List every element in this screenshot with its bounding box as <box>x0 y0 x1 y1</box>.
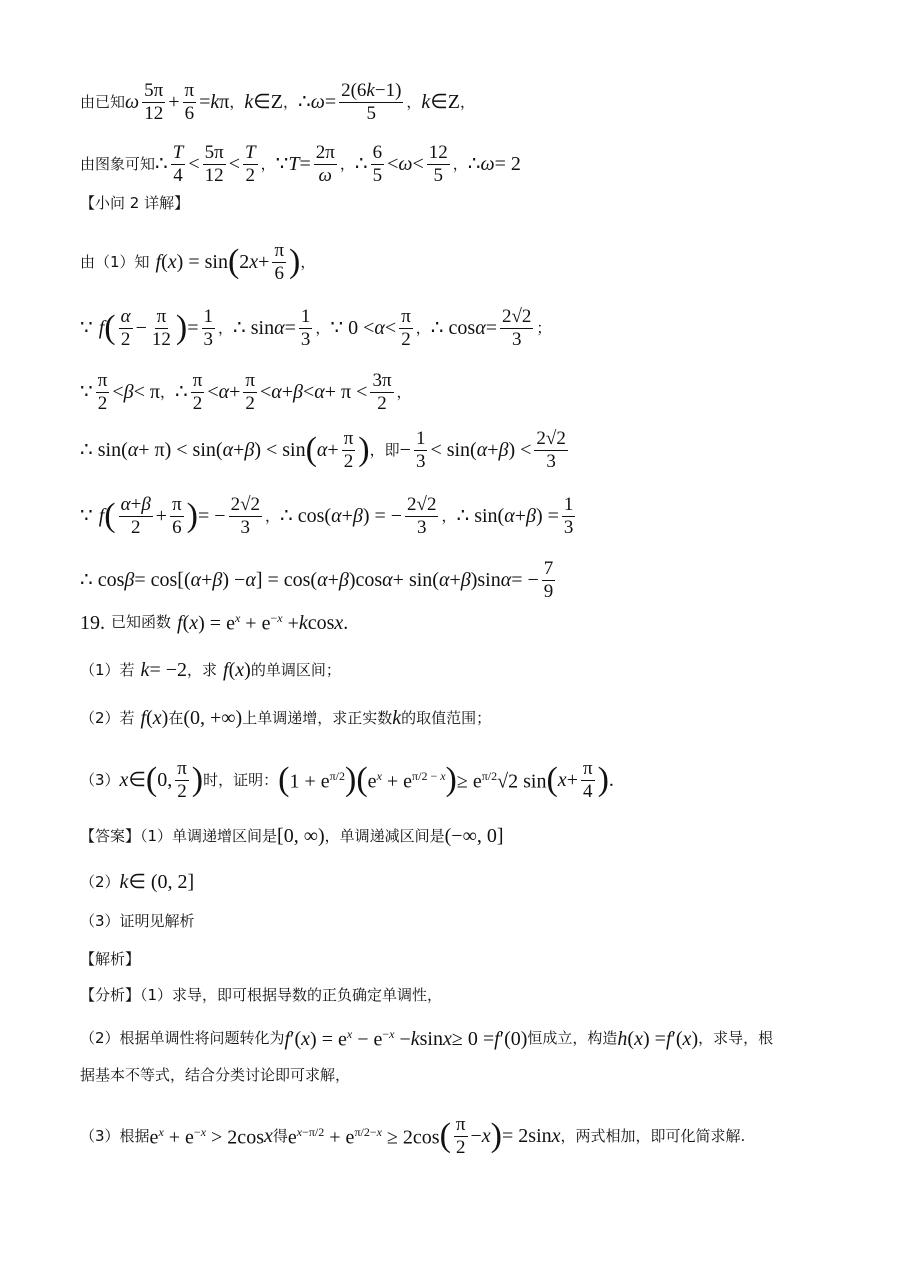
analysis-part-1 <box>80 988 442 1003</box>
answer-line: 【答案】（1）单调递增区间是 [0, ∞) ，单调递减区间是 (−∞, 0] <box>80 825 504 847</box>
answer-part-3-text: （3）证明见解析 <box>80 912 195 930</box>
question-19-part-3: （3） x ∈ ( 0, $\frac{\pi}{2}$ ) 时，证明： ( $1 + e^{\pi/2}$ )( $e^x + e^{\pi/2 - x}$ ) ≥ $e^{\pi/2}√2$ sin ( x + $\frac{\pi}{4}$ ) . <box>80 758 614 802</box>
line-7: ∴ sin( α + π) < sin( α + β ) < sin ( α + $\frac{\pi}{2}$ ) ， 即 − $\frac{1}{3}$ < sin( α + β ) < $\frac{2√2}{3}$ <box>80 428 566 472</box>
question-19-part-2: （2）若 f ( x ) 在 (0, +∞) 上单调递增，求正实数 k 的取值范围； <box>80 707 492 729</box>
analysis-part-2-cont <box>80 1068 350 1083</box>
answer-part-3 <box>80 914 195 929</box>
heading-text: 【小问 2 详解】 <box>80 194 190 212</box>
analysis-part-2-cont-text: 据基本不等式，结合分类讨论即可求解， <box>80 1066 351 1084</box>
analysis-heading <box>80 952 140 967</box>
line-2: 由图象可知 ∴ $\frac{T}{4}$ < $\frac{5\pi}{12}$ < $\frac{T}{2}$ ， ∵ T = $\frac{2\pi}{\omega}$ ， ∴ $\frac{6}{5}$ < ω < $\frac{12}{5}$ ， ∴ ω = 2 <box>80 142 521 186</box>
analysis-heading-text: 【解析】 <box>80 950 141 968</box>
line-9: ∴ cos β = cos[( α + β ) − α ] = cos( α + β )cos α + sin( α + β )sin α = − $\frac{7}{9}$ <box>80 558 554 602</box>
analysis-part-3: （3）根据 $e^x + e^{-x} > 2\cos$ x 得 $e^{x-\pi/2} + e^{\pi/2-x} \ge 2\cos$ ( $\frac{\pi}{2}$ − x ) = 2sin x ，两式相加，即可化简求解. <box>80 1114 746 1158</box>
answer-part-2: （2） k ∈ (0, 2] <box>80 871 195 893</box>
question-19-part-1: （1）若 k = −2 ，求 f ( x ) 的单调区间； <box>80 659 341 681</box>
analysis-part-1-text: 【分析】（1）求导，即可根据导数的正负确定单调性， <box>80 986 443 1004</box>
line-5: ∵ f ( $\frac{\alpha}{2}$ − $\frac{\pi}{12}$ ) = $\frac{1}{3}$ ， ∴ sin α = $\frac{1}{3}$ ， ∵ 0 < α < $\frac{\pi}{2}$ ， ∴ cos α = $\frac{2√2}{3}$ ； <box>80 306 552 350</box>
line-8: ∵ f ( $\frac{\alpha+\beta}{2}$ + $\frac{\pi}{6}$ ) = − $\frac{2√2}{3}$ ， ∴ cos( α + β ) = − $\frac{2√2}{3}$ ， ∴ sin( α + β ) = $\frac{1}{3}$ <box>80 494 574 538</box>
line-4: 由（1）知 f ( x ) = sin ( 2 x + $\frac{\pi}{6}$ ) ， <box>80 240 316 284</box>
analysis-part-2: （2）根据单调性将问题转化为 f ′( x ) = $e^x - e^{-x}$ − k sin x ≥ 0 = f ′(0) 恒成立，构造 h ( x ) = f ′( x ) ，求导，根 <box>80 1027 774 1051</box>
question-19: 19. 已知函数 f ( x ) = $e^x + e^{-x}$ + k cos x . <box>80 611 349 635</box>
line-1: 由已知 ω $\frac{5\pi}{12}$ + $\frac{\pi}{6}$ = k π ， k ∈Z ， ∴ ω = $\frac{2(6k-1)}{5}$ ， k ∈Z ， <box>80 80 475 124</box>
section-heading <box>80 196 189 211</box>
line-6: ∵ $\frac{\pi}{2}$ < β < π ， ∴ $\frac{\pi}{2}$ < α + $\frac{\pi}{2}$ < α + β < α + π < $\frac{3\pi}{2}$ ， <box>80 370 412 414</box>
